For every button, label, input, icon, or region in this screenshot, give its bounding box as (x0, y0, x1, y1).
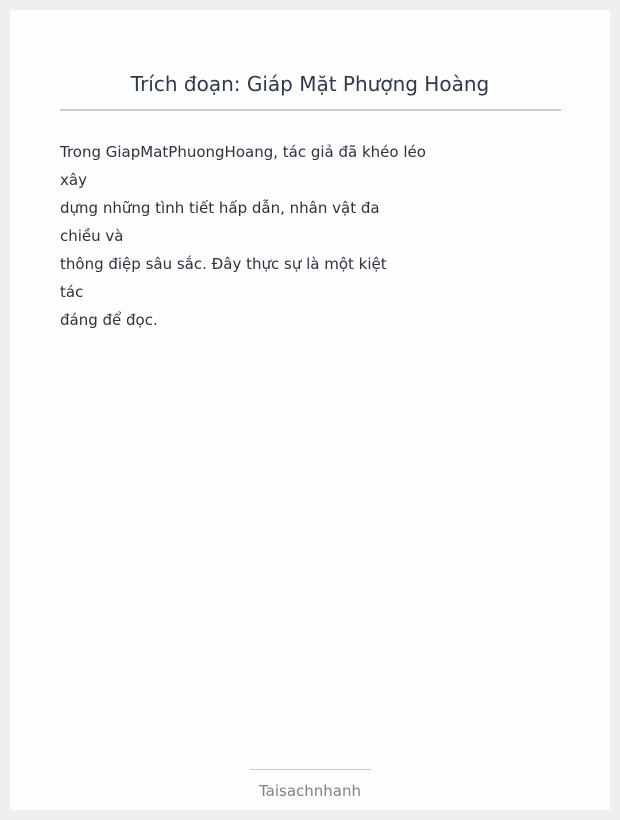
excerpt-line: xây (60, 171, 87, 189)
excerpt-line: Trong GiapMatPhuongHoang, tác giả đã khéo léo (60, 143, 426, 161)
footer-divider (250, 769, 371, 770)
excerpt-body (60, 138, 560, 334)
excerpt-line: chiều và (60, 227, 124, 245)
excerpt-line: đáng để đọc. (60, 311, 158, 329)
excerpt-line: tác (60, 283, 84, 301)
page-title: Trích đoạn: Giáp Mặt Phượng Hoàng (130, 72, 490, 96)
title-divider (60, 109, 561, 111)
excerpt-line: dựng những tình tiết hấp dẫn, nhân vật đa (60, 199, 380, 217)
footer-source: Taisachnhanh (258, 782, 362, 800)
document-page (10, 10, 610, 810)
excerpt-line: thông điệp sâu sắc. Đây thực sự là một kiệt (60, 255, 387, 273)
